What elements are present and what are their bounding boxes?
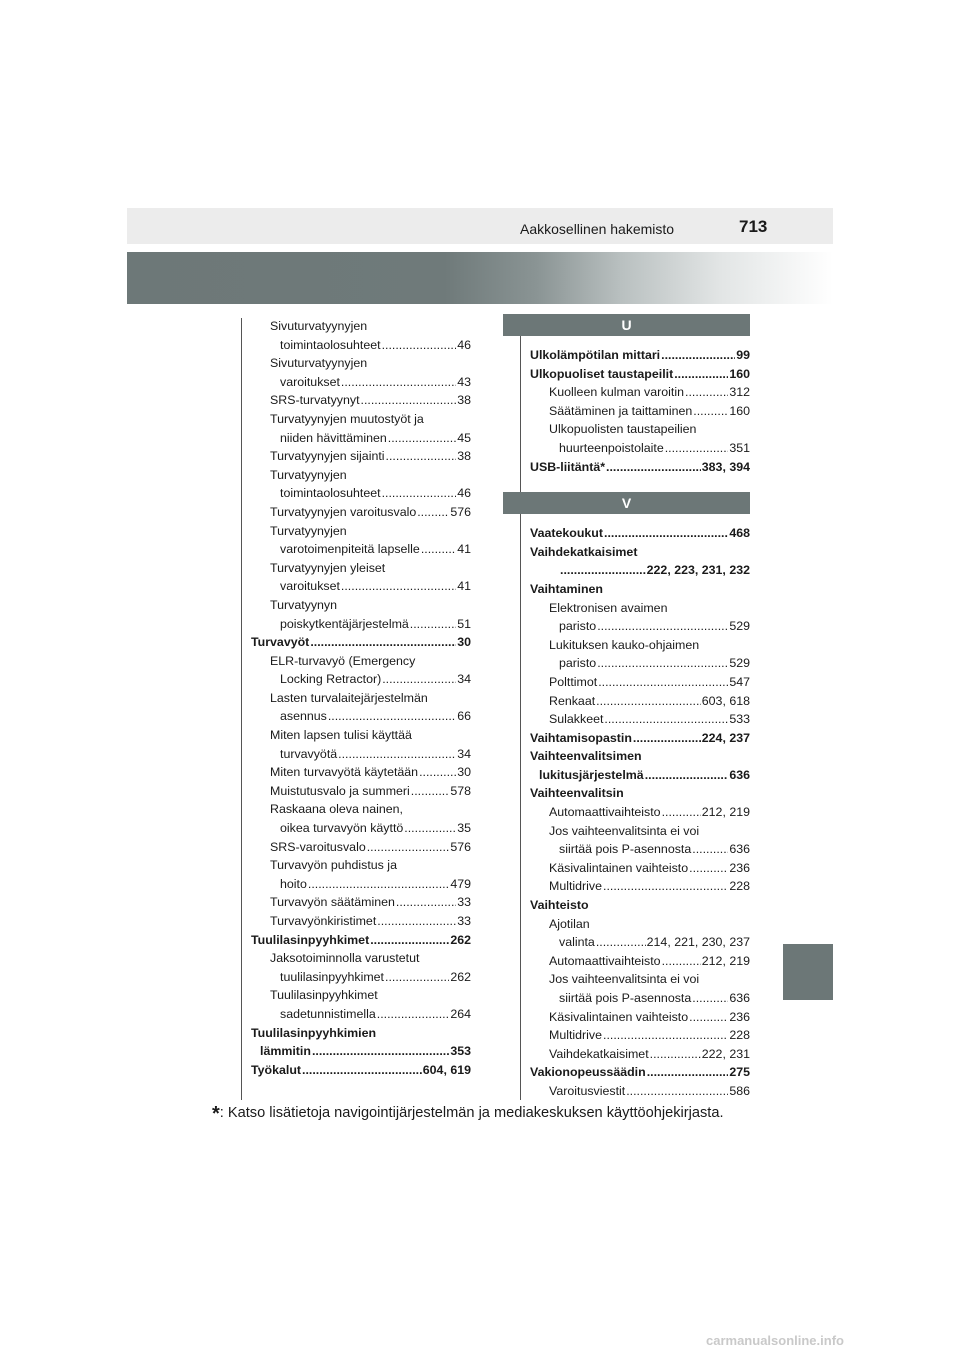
dot-leader (650, 1045, 701, 1064)
entry-page-ref: 604, 619 (422, 1062, 471, 1077)
entry-page-ref: 636 (729, 991, 750, 1005)
index-entry (251, 670, 471, 689)
index-heading (530, 970, 750, 989)
index-entry (530, 1026, 750, 1045)
index-entry (530, 803, 750, 822)
index-entry (251, 912, 471, 931)
entry-page-ref: 212, 219 (701, 805, 750, 820)
index-entry (251, 615, 471, 634)
index-entry (530, 933, 750, 952)
dot-leader (597, 617, 728, 636)
entry-term: Turvatyynyjen (270, 467, 347, 482)
entry-term: siirtää pois P-asennosta (559, 842, 692, 857)
index-entry (530, 859, 750, 878)
index-entry (530, 524, 750, 543)
index-heading (530, 543, 750, 562)
dot-leader (598, 673, 728, 692)
entry-term: SRS-varoitusvalo (270, 839, 366, 854)
dot-leader (604, 524, 728, 543)
index-heading (251, 522, 471, 541)
index-entry (530, 561, 750, 580)
footnote-star: * (212, 1103, 220, 1125)
index-entry (251, 391, 471, 410)
entry-term: Vaihdekatkaisimet (549, 1046, 649, 1061)
index-heading (530, 915, 750, 934)
dot-leader (662, 803, 701, 822)
entry-term: Tuulilasinpyyhkimet (270, 988, 378, 1003)
dot-leader (685, 383, 728, 402)
index-entry (251, 707, 471, 726)
index-entry (530, 402, 750, 421)
dot-leader (302, 1061, 422, 1080)
entry-page-ref: 38 (457, 449, 471, 464)
entry-page-ref: 66 (457, 709, 471, 724)
index-entry (530, 617, 750, 636)
entry-term: Vakionopeussäädin (530, 1065, 646, 1080)
entry-page-ref: 38 (457, 393, 471, 408)
index-heading (251, 1024, 471, 1043)
dot-leader (626, 1082, 728, 1101)
dot-leader (417, 503, 449, 522)
entry-term: huurteenpoistolaite (559, 440, 664, 455)
dot-leader (606, 458, 701, 477)
index-heading (251, 410, 471, 429)
index-entry (251, 931, 471, 950)
dot-leader (370, 931, 449, 950)
dot-leader (382, 670, 456, 689)
entry-page-ref: 222, 231 (701, 1046, 750, 1061)
entry-term: Vaihteisto (530, 898, 589, 913)
entry-term: paristo (559, 656, 597, 671)
index-entry (530, 346, 750, 365)
entry-term: Turvavyöt (251, 635, 310, 650)
entry-page-ref: 262 (450, 932, 471, 947)
entry-term: sadetunnistimella (280, 1006, 376, 1021)
index-heading (251, 726, 471, 745)
index-heading (251, 559, 471, 578)
entry-page-ref: 576 (450, 504, 471, 519)
index-heading (530, 822, 750, 841)
entry-term: Sivuturvatyynyjen (270, 319, 368, 333)
dot-leader (341, 373, 456, 392)
entry-term: toimintaolosuhteet (280, 337, 381, 352)
entry-term: ELR-turvavyö (Emergency (270, 653, 416, 668)
dot-leader (312, 1042, 449, 1061)
index-entry (251, 1061, 471, 1080)
dot-leader (377, 912, 456, 931)
entry-term: Automaattivaihteisto (549, 953, 661, 968)
entry-page-ref: 312 (729, 385, 750, 400)
index-heading (530, 784, 750, 803)
dot-leader (328, 707, 456, 726)
section-header: V (503, 492, 750, 514)
entry-page-ref: 636 (729, 842, 750, 857)
header-title: Aakkosellinen hakemisto (520, 221, 675, 237)
entry-page-ref: 45 (457, 430, 471, 445)
dot-leader (662, 952, 701, 971)
entry-term: Jaksotoiminnolla varustetut (270, 951, 420, 966)
entry-term: Jos vaihteenvalitsinta ei voi (549, 972, 700, 987)
dot-leader (419, 763, 456, 782)
dot-leader (689, 859, 728, 878)
entry-term: hoito (280, 876, 307, 891)
entry-term: Ulkolämpötilan mittari (530, 348, 661, 362)
index-entry (530, 439, 750, 458)
index-entry (251, 893, 471, 912)
entry-term: oikea turvavyön käyttö (280, 821, 404, 836)
dot-leader (689, 1008, 728, 1027)
entry-page-ref: 578 (450, 783, 471, 798)
watermark: carmanualsonline.info (706, 1333, 844, 1348)
entry-page-ref: 35 (457, 821, 471, 836)
entry-page-ref: 236 (729, 860, 750, 875)
entry-page-ref: 586 (729, 1083, 750, 1098)
index-heading (251, 466, 471, 485)
entry-term: Elektronisen avaimen (549, 600, 668, 615)
entry-term: Turvatyynyjen (270, 523, 347, 538)
index-heading (251, 354, 471, 373)
entry-page-ref: 479 (450, 876, 471, 891)
index-entry (251, 745, 471, 764)
index-heading (530, 636, 750, 655)
entry-page-ref: 636 (729, 767, 750, 782)
dot-leader (647, 1063, 729, 1082)
entry-page-ref: 275 (729, 1065, 750, 1080)
header-bar (127, 208, 833, 244)
entry-term: Multidrive (549, 1028, 603, 1043)
dot-leader (603, 877, 728, 896)
entry-term: Turvatyynyjen yleiset (270, 560, 386, 575)
dot-leader (404, 819, 456, 838)
entry-term: Varoitusviestit (549, 1083, 626, 1098)
dot-leader (596, 692, 701, 711)
entry-page-ref: 160 (729, 403, 750, 418)
index-entry (251, 540, 471, 559)
entry-term: paristo (559, 619, 597, 634)
entry-page-ref: 228 (729, 1028, 750, 1043)
index-entry (251, 1005, 471, 1024)
entry-term: niiden hävittäminen (280, 430, 387, 445)
entry-term: Vaihtaminen (530, 581, 603, 596)
index-entry (530, 383, 750, 402)
index-entry (251, 763, 471, 782)
entry-term: Muistutusvalo ja summeri (270, 783, 410, 798)
entry-page-ref: 468 (729, 526, 750, 541)
page-number: 713 (739, 217, 768, 236)
footnote-text: : Katso lisätietoja navigointijärjestelmän ja mediakeskuksen käyttöohjekirjasta. (219, 1105, 724, 1121)
dot-leader (674, 365, 728, 384)
entry-term: Polttimot (549, 674, 598, 689)
index-entry (251, 968, 471, 987)
entry-term: valinta (559, 935, 595, 950)
entry-term: lämmitin (260, 1044, 311, 1059)
entry-page-ref: 603, 618 (701, 693, 750, 708)
entry-term: Lasten turvalaitejärjestelmän (270, 690, 428, 705)
entry-page-ref: 46 (457, 486, 471, 501)
entry-term: Sulakkeet (549, 712, 604, 727)
header-banner (127, 252, 833, 304)
entry-term: Raskaana oleva nainen, (270, 802, 403, 817)
index-entry (530, 365, 750, 384)
dot-leader (410, 615, 456, 634)
dot-leader (597, 654, 728, 673)
entry-page-ref: 34 (457, 746, 471, 761)
entry-term: Turvavyön puhdistus ja (270, 858, 397, 873)
entry-page-ref: 529 (729, 619, 750, 634)
index-entry (530, 729, 750, 748)
entry-term: Miten turvavyötä käytetään (270, 765, 419, 780)
dot-leader (633, 729, 701, 748)
entry-term: Locking Retractor) (280, 672, 382, 687)
entry-page-ref: 41 (457, 579, 471, 594)
index-entry (251, 819, 471, 838)
entry-term: Automaattivaihteisto (549, 805, 661, 820)
entry-term: Turvatyynyjen sijainti (270, 449, 385, 464)
dot-leader (386, 447, 457, 466)
dot-leader (604, 710, 728, 729)
dot-leader (560, 561, 646, 580)
index-entry (251, 1042, 471, 1061)
entry-page-ref: 34 (457, 672, 471, 687)
entry-page-ref: 160 (729, 366, 750, 381)
dot-leader (665, 439, 729, 458)
index-entry (530, 1008, 750, 1027)
entry-term: Turvatyynyn (270, 597, 338, 612)
index-entry (530, 766, 750, 785)
entry-term: varoitukset (280, 374, 340, 389)
index-entry (530, 877, 750, 896)
left-column-rule (241, 318, 242, 1100)
dot-leader (377, 1005, 450, 1024)
index-entry (530, 673, 750, 692)
dot-leader (692, 989, 728, 1008)
entry-page-ref: 264 (450, 1006, 471, 1021)
entry-page-ref: 383, 394 (701, 459, 750, 474)
dot-leader (367, 838, 450, 857)
dot-leader (693, 402, 728, 421)
entry-page-ref: 212, 219 (701, 953, 750, 968)
index-heading (251, 949, 471, 968)
entry-term: Miten lapsen tulisi käyttää (270, 728, 412, 743)
entry-term: varoitukset (280, 579, 340, 594)
index-heading (530, 580, 750, 599)
entry-page-ref: 529 (729, 656, 750, 671)
index-heading (251, 689, 471, 708)
entry-term: Ajotilan (549, 916, 590, 931)
dot-leader (382, 484, 457, 503)
entry-term: USB-liitäntä* (530, 459, 606, 474)
index-entry (251, 838, 471, 857)
index-column-right (530, 314, 750, 1101)
entry-term: Turvatyynyjen varoitusvalo (270, 504, 417, 519)
index-heading (251, 317, 471, 336)
entry-term: Käsivalintainen vaihteisto (549, 860, 689, 875)
section-thumb-tab (783, 944, 833, 1000)
entry-page-ref: 547 (729, 674, 750, 689)
entry-term: Kuolleen kulman varoitin (549, 385, 684, 400)
entry-term: asennus (280, 709, 327, 724)
entry-term: poiskytkentäjärjestelmä (280, 616, 409, 631)
dot-leader (692, 840, 728, 859)
index-entry (530, 840, 750, 859)
entry-term: tuulilasinpyyhkimet (280, 969, 384, 984)
entry-term: varotoimenpiteitä lapselle (280, 542, 420, 557)
entry-term: Jos vaihteenvalitsinta ei voi (549, 823, 700, 838)
index-heading (530, 599, 750, 618)
index-entry (530, 458, 750, 477)
dot-leader (308, 875, 449, 894)
index-heading (251, 986, 471, 1005)
entry-page-ref: 353 (450, 1044, 471, 1059)
entry-term: turvavyötä (280, 746, 338, 761)
entry-term: lukitusjärjestelmä (539, 767, 644, 782)
index-entry (530, 1082, 750, 1101)
entry-term: Turvavyönkiristimet (270, 914, 377, 928)
dot-leader (338, 745, 456, 764)
index-heading (530, 896, 750, 915)
dot-leader (388, 429, 456, 448)
entry-page-ref: 30 (457, 635, 471, 650)
entry-term: Vaatekoukut (530, 526, 603, 541)
index-entry (530, 1063, 750, 1082)
entry-page-ref: 46 (457, 337, 471, 352)
entry-page-ref: 43 (457, 374, 471, 389)
index-heading (251, 856, 471, 875)
footnote (212, 1103, 724, 1126)
dot-leader (421, 540, 456, 559)
entry-term: Vaihteenvalitsimen (530, 749, 642, 764)
index-entry (251, 336, 471, 355)
index-entry (251, 373, 471, 392)
entry-page-ref: 30 (457, 765, 471, 780)
dot-leader (310, 633, 456, 652)
index-entry (251, 782, 471, 801)
entry-term: Vaihdekatkaisimet (530, 544, 638, 559)
center-column-rule (520, 318, 521, 1100)
entry-page-ref: 533 (729, 712, 750, 727)
entry-term: Lukituksen kauko-ohjaimen (549, 637, 700, 652)
entry-term: Multidrive (549, 879, 603, 894)
index-column-left (251, 317, 471, 1079)
entry-page-ref: 351 (729, 440, 750, 455)
index-entry (251, 633, 471, 652)
dot-leader (382, 336, 457, 355)
entry-term: Sivuturvatyynyjen (270, 356, 368, 371)
entry-page-ref: 576 (450, 839, 471, 854)
entry-page-ref: 41 (457, 542, 471, 557)
entry-term: Vaihtamisopastin (530, 730, 632, 745)
entry-term: Ulkopuolisten taustapeilien (549, 422, 697, 437)
index-entry (530, 710, 750, 729)
index-entry (251, 503, 471, 522)
index-entry (530, 989, 750, 1008)
index-entry (530, 692, 750, 711)
entry-page-ref: 236 (729, 1009, 750, 1024)
index-heading (251, 596, 471, 615)
entry-term: Turvavyön säätäminen (270, 895, 395, 910)
index-heading (251, 800, 471, 819)
dot-leader (645, 766, 729, 785)
entry-term: Turvatyynyjen muutostyöt ja (270, 411, 424, 426)
entry-page-ref: 222, 223, 231, 232 (646, 563, 750, 578)
dot-leader (341, 577, 456, 596)
dot-leader (596, 933, 646, 952)
index-entry (251, 484, 471, 503)
entry-page-ref: 262 (450, 969, 471, 984)
entry-term: Käsivalintainen vaihteisto (549, 1009, 689, 1024)
entry-term: toimintaolosuhteet (280, 486, 381, 501)
index-entry (251, 447, 471, 466)
entry-page-ref: 214, 221, 230, 237 (646, 935, 750, 950)
section-header: U (503, 314, 750, 336)
index-heading (530, 747, 750, 766)
entry-page-ref: 33 (457, 914, 471, 928)
dot-leader (385, 968, 449, 987)
index-heading (530, 420, 750, 439)
entry-term: Säätäminen ja taittaminen (549, 403, 693, 418)
dot-leader (361, 391, 457, 410)
dot-leader (661, 346, 735, 365)
index-entry (530, 1045, 750, 1064)
entry-page-ref: 224, 237 (701, 730, 750, 745)
dot-leader (411, 782, 450, 801)
entry-term: Ulkopuoliset taustapeilit (530, 366, 674, 381)
index-entry (251, 875, 471, 894)
index-heading (251, 652, 471, 671)
index-entry (530, 654, 750, 673)
entry-term: Tuulilasinpyyhkimet (251, 932, 370, 947)
index-entry (530, 952, 750, 971)
entry-term: Vaihteenvalitsin (530, 786, 624, 801)
entry-term: SRS-turvatyynyt (270, 393, 360, 408)
entry-term: Renkaat (549, 693, 596, 708)
entry-page-ref: 228 (729, 879, 750, 894)
entry-term: siirtää pois P-asennosta (559, 991, 692, 1005)
dot-leader (603, 1026, 728, 1045)
entry-page-ref: 33 (457, 895, 471, 910)
entry-term: Työkalut (251, 1062, 302, 1077)
index-entry (251, 577, 471, 596)
index-entry (251, 429, 471, 448)
entry-page-ref: 99 (736, 348, 750, 362)
entry-term: Tuulilasinpyyhkimien (251, 1025, 377, 1040)
dot-leader (396, 893, 456, 912)
entry-page-ref: 51 (457, 616, 471, 631)
